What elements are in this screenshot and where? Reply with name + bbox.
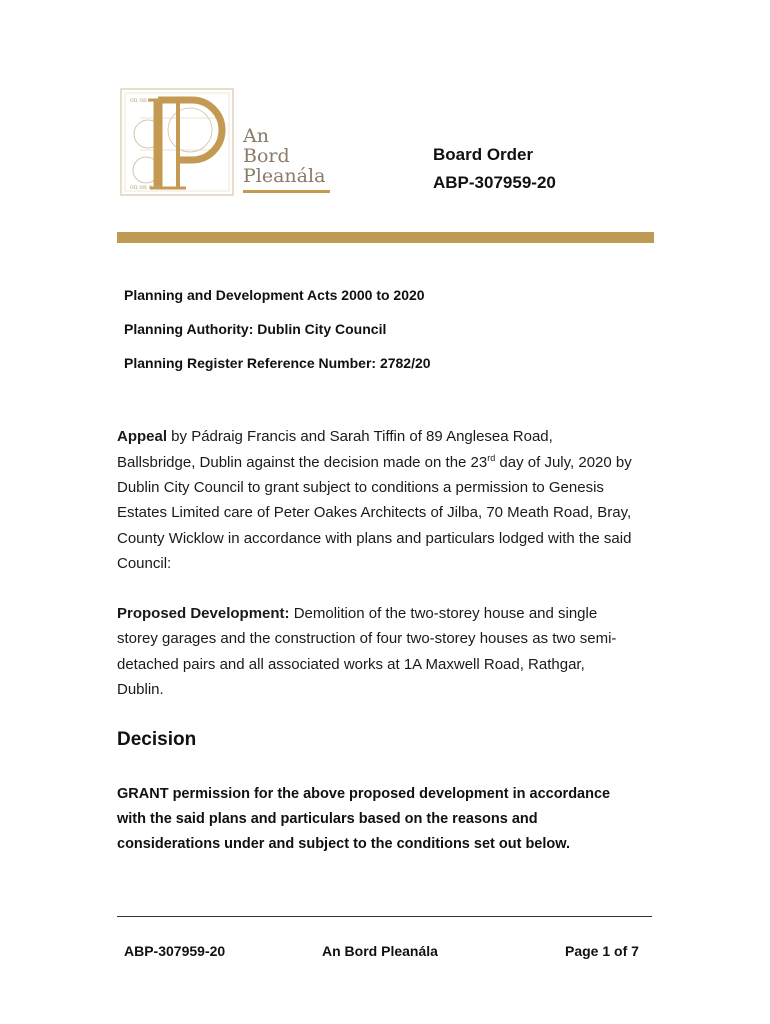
appeal-line-3: Dublin City Council to grant subject to conditions a permission to Genesis [117,479,604,496]
svg-text:on on o i i: on on o i i [130,184,161,191]
logo-word-pleanala: Pleanála [243,165,326,187]
appeal-line-4: Estates Limited care of Peter Oakes Architects of Jilba, 70 Meath Road, Bray, [117,504,632,521]
proposed-line-3: detached pairs and all associated works at 1A Maxwell Road, Rathgar, [117,656,585,673]
svg-text:on on o i i: on on o i i [130,97,161,104]
proposed-line-2: storey garages and the construction of four two-storey houses as two semi- [117,630,617,647]
appeal-line-5: County Wicklow in accordance with plans and particulars lodged with the said [117,530,632,547]
act-line: Planning and Development Acts 2000 to 2020 [124,287,425,303]
case-reference: ABP-307959-20 [433,173,556,192]
decision-line-1: GRANT permission for the above proposed development in accordance [117,786,611,802]
logo-underline [243,190,330,193]
header-divider-bar [117,232,654,243]
proposed-line-4: Dublin. [117,681,164,698]
ordinal-suffix: rd [487,453,496,463]
appeal-line-6: Council: [117,555,172,572]
appeal-label: Appeal [117,428,168,445]
planning-authority: Planning Authority: Dublin City Council [124,321,387,337]
proposed-label: Proposed Development: [117,605,290,622]
decision-line-2: with the said plans and particulars based on the reasons and [117,811,538,827]
footer-rule [117,916,652,917]
decision-heading: Decision [117,729,197,750]
decision-line-3: considerations under and subject to the conditions set out below. [117,836,571,852]
document-type: Board Order [433,145,534,164]
proposed-line-1: Proposed Development: Demolition of the two-storey house and single [117,605,598,622]
appeal-line-1: Appeal by Pádraig Francis and Sarah Tiffin of 89 Anglesea Road, [117,428,553,445]
register-reference: Planning Register Reference Number: 2782/20 [124,355,431,371]
footer-reference: ABP-307959-20 [124,943,226,959]
appeal-line-2: Ballsbridge, Dublin against the decision made on the 23rd day of July, 2020 by [117,453,632,471]
logo-word-bord: Bord [243,145,290,167]
footer-page-number: Page 1 of 7 [565,943,639,959]
footer-organisation: An Bord Pleanála [322,943,438,959]
logo-word-an: An [243,125,269,147]
logo-monogram [120,88,234,196]
